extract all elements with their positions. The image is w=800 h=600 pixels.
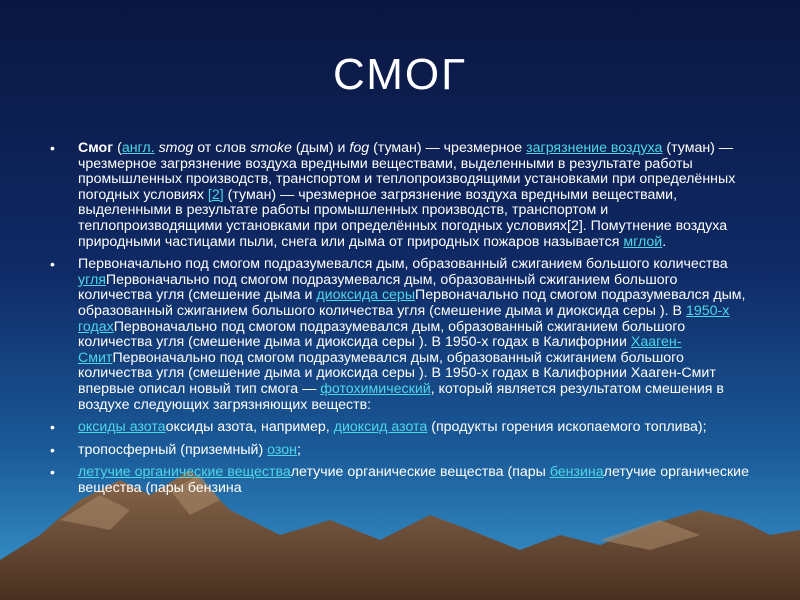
link-voc[interactable]: летучие органические вещества <box>78 464 291 481</box>
text: летучие органические вещества (пары бензина <box>78 464 749 496</box>
link-gasoline[interactable]: бензина <box>549 464 604 481</box>
link-ozone[interactable]: озон <box>267 441 297 458</box>
text: (туман) — чрезмерное загрязнение воздуха вредными веществами, выделенными в результате работы промышленных производств, транспортом и теплопроизводящими установками при определённых погодных условиях <box>78 140 736 203</box>
text: (продукты горения ископаемого топлива); <box>427 419 707 436</box>
text: (туман) — чрезмерное <box>369 140 527 156</box>
term-bold: Смог <box>78 140 114 156</box>
link-nitrogen-oxides[interactable]: оксиды азота <box>78 419 166 436</box>
text: от слов <box>193 140 251 156</box>
text: тропосферный (приземный) <box>78 441 268 458</box>
bullet-item <box>50 465 750 496</box>
link-ref-2[interactable]: [2] <box>207 186 224 203</box>
text: Первоначально под смогом подразумевался дым, образованный сжиганием большого количества угля (смешение дыма и диоксида серы ). В 1950-х годах в Калифорнии Хааген-Смит впервые описал новый тип смога — <box>78 349 716 397</box>
italic-smoke: smoke <box>250 140 292 156</box>
text: ( <box>113 140 122 156</box>
text: Первоначально под смогом подразумевался дым, образованный сжиганием большого количества угля (смешение дыма и диоксида серы ). В <box>78 287 746 319</box>
text: оксиды азота, например, <box>165 419 334 436</box>
bullet-item <box>50 257 750 413</box>
text: летучие органические вещества (пары <box>290 464 550 481</box>
italic-smog: smog <box>158 140 194 156</box>
text: . <box>662 233 667 250</box>
text: (дым) и <box>291 140 350 156</box>
text: ; <box>296 441 301 458</box>
text: Первоначально под смогом подразумевался дым, образованный сжиганием большого количества <box>78 256 728 273</box>
link-photochemical[interactable]: фотохимический <box>320 380 431 397</box>
link-nitrogen-dioxide[interactable]: диоксид азота <box>333 419 428 436</box>
link-angl[interactable]: англ. <box>121 140 155 156</box>
link-haze[interactable]: мглой <box>623 233 663 250</box>
link-coal[interactable]: угля <box>78 271 106 288</box>
text: Первоначально под смогом подразумевался дым, образованный сжиганием большого количества угля (смешение дыма и диоксида серы ). В 1950-х годах в Калифорнии <box>78 318 686 351</box>
link-1950s[interactable]: 1950-х годах <box>78 302 730 335</box>
bullet-item <box>50 141 750 250</box>
text: Первоначально под смогом подразумевался дым, образованный сжиганием большого количества угля (смешение дыма и <box>78 271 678 304</box>
link-haagen-smit[interactable]: Хааген-Смит <box>78 334 682 366</box>
slide-title: СМОГ <box>333 50 467 99</box>
slide-content <box>50 141 750 503</box>
bullet-item <box>50 420 750 436</box>
italic-fog: fog <box>349 140 370 156</box>
link-air-pollution[interactable]: загрязнение воздуха <box>526 140 663 156</box>
text: , который является результатом смешения в воздухе следующих загрязняющих веществ: <box>78 380 724 413</box>
bullet-item <box>50 443 750 459</box>
link-sulfur-dioxide[interactable]: диоксида серы <box>316 287 416 304</box>
bullet-list <box>50 141 750 496</box>
text: (туман) — чрезмерное загрязнение воздуха вредными веществами, выделенными в результате работы промышленных производств, транспортом и теплопроизводящими установками при определённых погодных условиях[2]. Помутнение воздуха природными частицами пыли, снега или дыма от природных пожаров называется <box>78 186 728 250</box>
